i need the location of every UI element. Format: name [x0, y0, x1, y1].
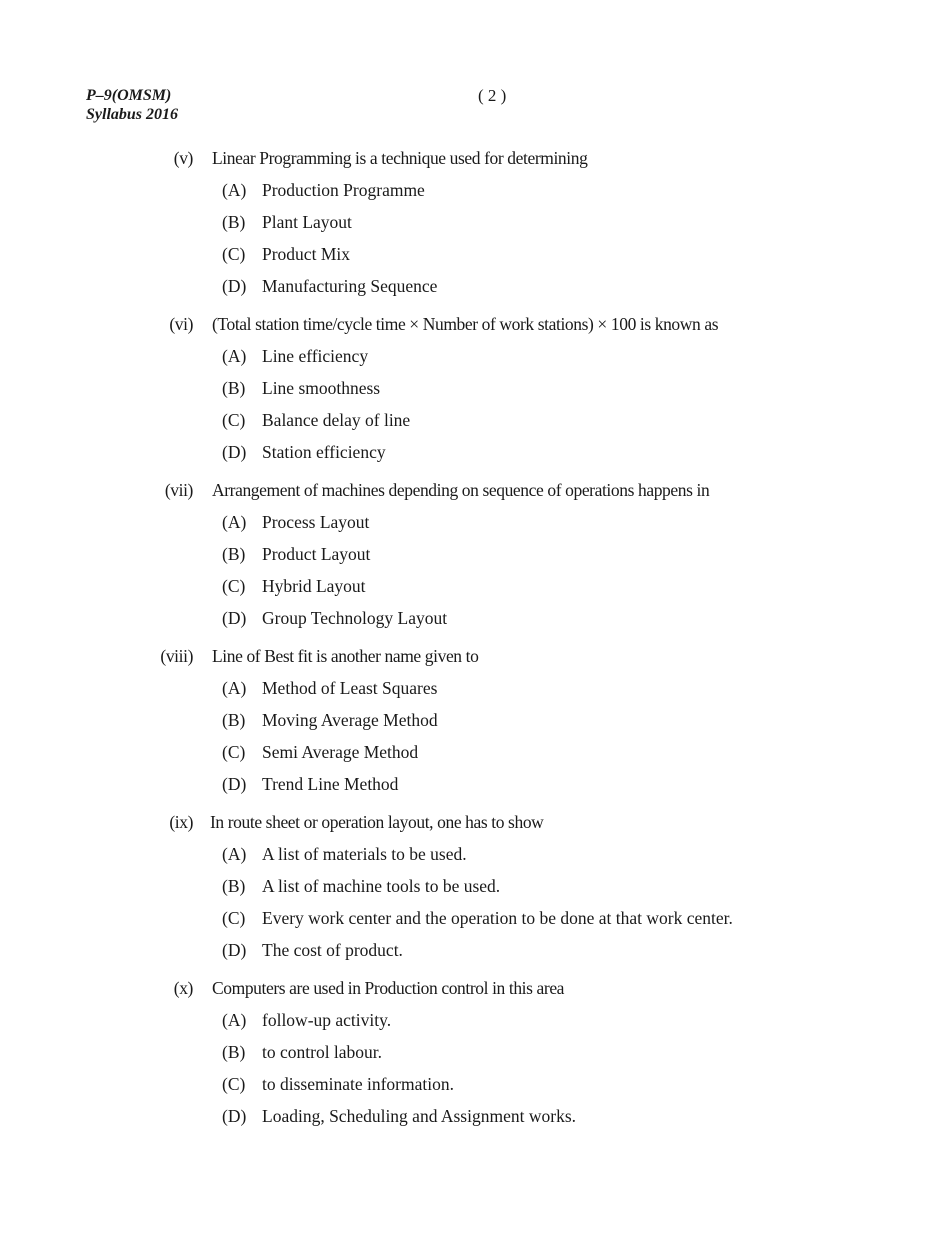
option-text: Loading, Scheduling and Assignment works. — [262, 1106, 577, 1126]
question-text: Line of Best fit is another name given to — [212, 646, 479, 666]
option-c — [0, 905, 929, 937]
option-letter: (D) — [222, 608, 247, 628]
option-text: Method of Least Squares — [262, 678, 438, 698]
option-text: Balance delay of line — [262, 410, 411, 430]
option-letter: (C) — [222, 410, 246, 430]
question-number: (ix) — [169, 812, 193, 832]
option-letter: (A) — [222, 346, 247, 366]
option-text: A list of materials to be used. — [262, 844, 467, 864]
option-letter: (B) — [222, 212, 246, 232]
question-text: In route sheet or operation layout, one has to show — [210, 812, 544, 832]
option-a — [0, 177, 929, 209]
option-letter: (A) — [222, 180, 247, 200]
option-text: Trend Line Method — [262, 774, 399, 794]
option-letter: (B) — [222, 378, 246, 398]
option-d — [0, 937, 929, 969]
option-text: The cost of product. — [262, 940, 403, 960]
option-text: Plant Layout — [262, 212, 352, 232]
option-letter: (D) — [222, 1106, 247, 1126]
question-vii — [0, 477, 929, 643]
option-letter: (B) — [222, 544, 246, 564]
question-number: (viii) — [160, 646, 193, 666]
option-letter: (D) — [222, 442, 247, 462]
paper-code: P–9(OMSM) — [86, 87, 172, 104]
option-letter: (C) — [222, 576, 246, 596]
option-b — [0, 375, 929, 407]
option-text: Manufacturing Sequence — [262, 276, 438, 296]
question-text: Linear Programming is a technique used for determining — [212, 148, 588, 168]
option-text: Hybrid Layout — [262, 576, 366, 596]
option-c — [0, 1071, 929, 1103]
option-a — [0, 509, 929, 541]
question-list — [0, 145, 929, 1135]
option-text: Moving Average Method — [262, 710, 438, 730]
option-letter: (A) — [222, 678, 247, 698]
option-text: Semi Average Method — [262, 742, 419, 762]
option-text: to control labour. — [262, 1042, 383, 1062]
option-letter: (B) — [222, 876, 246, 896]
option-text: Station efficiency — [262, 442, 386, 462]
option-d — [0, 439, 929, 471]
option-letter: (A) — [222, 844, 247, 864]
option-text: to disseminate information. — [262, 1074, 454, 1094]
question-vi — [0, 311, 929, 477]
option-letter: (A) — [222, 1010, 247, 1030]
option-letter: (C) — [222, 244, 246, 264]
option-text: Line smoothness — [262, 378, 381, 398]
question-number: (v) — [173, 148, 193, 168]
option-letter: (C) — [222, 908, 246, 928]
option-d — [0, 273, 929, 305]
option-text: Product Mix — [262, 244, 350, 264]
option-letter: (D) — [222, 774, 247, 794]
option-a — [0, 841, 929, 873]
option-text: A list of machine tools to be used. — [262, 876, 501, 896]
option-b — [0, 707, 929, 739]
page-number: ( 2 ) — [478, 86, 507, 105]
option-a — [0, 1007, 929, 1039]
option-text: Every work center and the operation to be done at that work center. — [262, 908, 733, 928]
question-ix — [0, 809, 929, 975]
option-letter: (B) — [222, 710, 246, 730]
option-b — [0, 541, 929, 573]
question-number: (vi) — [169, 314, 193, 334]
option-d — [0, 1103, 929, 1135]
option-text: Product Layout — [262, 544, 371, 564]
option-text: Process Layout — [262, 512, 370, 532]
option-c — [0, 573, 929, 605]
question-number: (vii) — [164, 480, 193, 500]
question-x — [0, 975, 929, 1135]
option-d — [0, 605, 929, 637]
option-letter: (C) — [222, 1074, 246, 1094]
question-viii — [0, 643, 929, 809]
option-letter: (D) — [222, 940, 247, 960]
option-c — [0, 241, 929, 273]
option-text: Production Programme — [262, 180, 425, 200]
option-c — [0, 407, 929, 439]
question-text: Arrangement of machines depending on sequence of operations happens in — [212, 480, 710, 500]
option-text: Group Technology Layout — [262, 608, 448, 628]
option-a — [0, 675, 929, 707]
option-b — [0, 1039, 929, 1071]
option-letter: (C) — [222, 742, 246, 762]
question-text: Computers are used in Production control in this area — [212, 978, 565, 998]
option-text: follow-up activity. — [262, 1010, 392, 1030]
option-a — [0, 343, 929, 375]
question-text: (Total station time/cycle time × Number of work stations) × 100 is known as — [212, 314, 719, 334]
option-letter: (B) — [222, 1042, 246, 1062]
syllabus-year: Syllabus 2016 — [86, 106, 179, 123]
option-text: Line efficiency — [262, 346, 369, 366]
option-b — [0, 209, 929, 241]
option-b — [0, 873, 929, 905]
question-v — [0, 145, 929, 311]
option-c — [0, 739, 929, 771]
paper-header — [86, 86, 178, 124]
option-d — [0, 771, 929, 803]
option-letter: (A) — [222, 512, 247, 532]
question-number: (x) — [173, 978, 193, 998]
option-letter: (D) — [222, 276, 247, 296]
